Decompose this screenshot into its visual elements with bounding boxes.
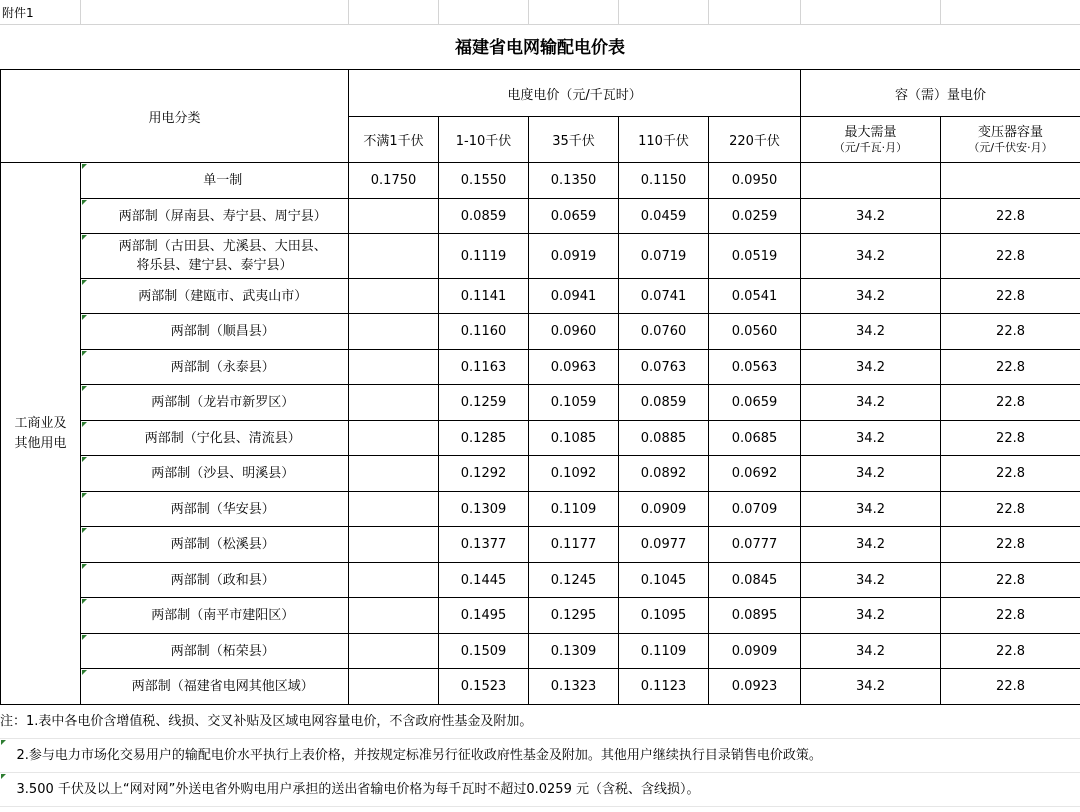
header-voltage-level: 1-10千伏 [439,117,529,163]
price-cell: 0.1285 [439,421,529,456]
price-cell: 0.0560 [709,314,801,350]
price-cell [349,527,439,563]
table-row [1,385,1080,421]
price-cell: 0.1350 [529,163,619,199]
table-row [1,563,1080,598]
demand-cell: 34.2 [801,492,941,527]
row-label: 两部制（顺昌县） [81,314,349,350]
page-title: 福建省电网输配电价表 [0,24,1080,71]
row-label: 两部制（沙县、明溪县） [81,456,349,492]
price-cell: 0.0760 [619,314,709,350]
price-cell: 0.1045 [619,563,709,598]
notes-section [0,705,1080,807]
price-cell: 0.0859 [439,199,529,234]
transformer-cell: 22.8 [941,527,1080,563]
price-cell: 0.1309 [529,634,619,669]
tariff-table [0,69,1080,705]
demand-cell: 34.2 [801,279,941,314]
price-cell: 0.1523 [439,669,529,705]
price-cell: 0.1119 [439,234,529,279]
price-cell: 0.0763 [619,350,709,385]
transformer-cell: 22.8 [941,385,1080,421]
price-cell [349,234,439,279]
price-cell [349,563,439,598]
header-voltage-level: 110千伏 [619,117,709,163]
price-cell: 0.0885 [619,421,709,456]
price-cell [349,314,439,350]
table-row [1,314,1080,350]
price-cell: 0.0719 [619,234,709,279]
price-cell: 0.0777 [709,527,801,563]
transformer-cell: 22.8 [941,634,1080,669]
header-voltage-level: 35千伏 [529,117,619,163]
note-line: 3.500 千伏及以上“网对网”外送电省外购电用户承担的送出省输电价格为每千瓦时不超过0.0259 元（含税、含线损）。 [0,773,1080,807]
price-cell [349,279,439,314]
price-cell: 0.0659 [529,199,619,234]
demand-cell: 34.2 [801,563,941,598]
price-cell: 0.1295 [529,598,619,634]
header-category: 用电分类 [1,70,349,163]
price-cell: 0.0859 [619,385,709,421]
transformer-cell [941,163,1080,199]
table-row [1,350,1080,385]
price-cell: 0.1292 [439,456,529,492]
price-cell [349,598,439,634]
price-cell: 0.1177 [529,527,619,563]
transformer-cell: 22.8 [941,598,1080,634]
max-demand-unit: （元/千瓦·月） [833,141,908,154]
demand-cell: 34.2 [801,456,941,492]
sheet-gridlines [0,0,1080,24]
transformer-cell: 22.8 [941,492,1080,527]
demand-cell: 34.2 [801,634,941,669]
price-cell: 0.1509 [439,634,529,669]
transformer-capacity-label: 变压器容量 [978,125,1044,140]
header-capacity-price: 容（需）量电价 [801,70,1080,117]
group-label: 工商业及 其他用电 [1,163,81,705]
price-cell: 0.0459 [619,199,709,234]
row-label: 两部制（屏南县、寿宁县、周宁县） [81,199,349,234]
price-cell: 0.1259 [439,385,529,421]
demand-cell: 34.2 [801,421,941,456]
price-cell [349,669,439,705]
price-cell: 0.1377 [439,527,529,563]
price-cell: 0.1123 [619,669,709,705]
transformer-cell: 22.8 [941,669,1080,705]
note-line: 注：1.表中各电价含增值税、线损、交叉补贴及区域电网容量电价，不含政府性基金及附加。 [0,705,1080,739]
price-cell: 0.1323 [529,669,619,705]
price-cell: 0.0941 [529,279,619,314]
price-cell [349,456,439,492]
price-cell: 0.0741 [619,279,709,314]
transformer-cell: 22.8 [941,279,1080,314]
price-cell: 0.1163 [439,350,529,385]
table-row [1,492,1080,527]
table-row [1,527,1080,563]
price-cell: 0.1109 [619,634,709,669]
price-cell: 0.0919 [529,234,619,279]
price-cell: 0.0692 [709,456,801,492]
row-label: 两部制（古田县、尤溪县、大田县、 将乐县、建宁县、泰宁县） [81,234,349,279]
transformer-cell: 22.8 [941,314,1080,350]
price-cell: 0.0541 [709,279,801,314]
price-cell: 0.0960 [529,314,619,350]
price-cell: 0.1141 [439,279,529,314]
price-cell [349,199,439,234]
price-cell: 0.0923 [709,669,801,705]
header-energy-price: 电度电价（元/千瓦时） [349,70,801,117]
price-cell: 0.0963 [529,350,619,385]
header-voltage-level: 220千伏 [709,117,801,163]
transformer-cell: 22.8 [941,421,1080,456]
price-cell: 0.0519 [709,234,801,279]
table-row [1,279,1080,314]
price-cell: 0.1150 [619,163,709,199]
transformer-cell: 22.8 [941,456,1080,492]
note-line: 2.参与电力市场化交易用户的输配电价水平执行上表价格，并按规定标准另行征收政府性基金及附加。其他用户继续执行目录销售电价政策。 [0,739,1080,773]
row-label: 两部制（松溪县） [81,527,349,563]
price-cell: 0.0685 [709,421,801,456]
demand-cell: 34.2 [801,527,941,563]
price-cell: 0.1445 [439,563,529,598]
price-cell: 0.1092 [529,456,619,492]
table-row [1,163,1080,199]
price-cell: 0.0563 [709,350,801,385]
price-cell: 0.0909 [619,492,709,527]
demand-cell: 34.2 [801,350,941,385]
demand-cell: 34.2 [801,199,941,234]
demand-cell: 34.2 [801,385,941,421]
price-cell: 0.0259 [709,199,801,234]
transformer-capacity-unit: （元/千伏安·月） [968,141,1053,154]
demand-cell: 34.2 [801,314,941,350]
price-cell: 0.1750 [349,163,439,199]
price-cell [349,634,439,669]
price-cell: 0.0909 [709,634,801,669]
max-demand-label: 最大需量 [844,125,897,140]
table-row [1,456,1080,492]
price-cell: 0.0895 [709,598,801,634]
price-cell [349,350,439,385]
price-cell: 0.0845 [709,563,801,598]
row-label: 两部制（龙岩市新罗区） [81,385,349,421]
header-max-demand [801,117,941,163]
demand-cell: 34.2 [801,234,941,279]
price-cell: 0.0892 [619,456,709,492]
price-cell: 0.1095 [619,598,709,634]
table-row [1,634,1080,669]
price-cell: 0.1309 [439,492,529,527]
price-cell: 0.0709 [709,492,801,527]
price-cell: 0.1109 [529,492,619,527]
table-row [1,598,1080,634]
price-cell: 0.0659 [709,385,801,421]
row-label: 单一制 [81,163,349,199]
table-row [1,199,1080,234]
demand-cell: 34.2 [801,598,941,634]
row-label: 两部制（建瓯市、武夷山市） [81,279,349,314]
price-cell: 0.1495 [439,598,529,634]
price-cell [349,492,439,527]
demand-cell [801,163,941,199]
price-cell [349,421,439,456]
table-row [1,234,1080,279]
annex-label: 附件1 [2,6,34,20]
transformer-cell: 22.8 [941,563,1080,598]
price-cell [349,385,439,421]
price-cell: 0.1085 [529,421,619,456]
transformer-cell: 22.8 [941,199,1080,234]
table-row [1,669,1080,705]
row-label: 两部制（华安县） [81,492,349,527]
price-cell: 0.0977 [619,527,709,563]
transformer-cell: 22.8 [941,234,1080,279]
header-transformer-capacity [941,117,1080,163]
price-cell: 0.0950 [709,163,801,199]
row-label: 两部制（南平市建阳区） [81,598,349,634]
price-cell: 0.1550 [439,163,529,199]
row-label: 两部制（柘荣县） [81,634,349,669]
table-row [1,421,1080,456]
row-label: 两部制（政和县） [81,563,349,598]
price-cell: 0.1245 [529,563,619,598]
row-label: 两部制（宁化县、清流县） [81,421,349,456]
price-cell: 0.1059 [529,385,619,421]
demand-cell: 34.2 [801,669,941,705]
row-label: 两部制（永泰县） [81,350,349,385]
row-label: 两部制（福建省电网其他区域） [81,669,349,705]
price-cell: 0.1160 [439,314,529,350]
header-voltage-level: 不满1千伏 [349,117,439,163]
transformer-cell: 22.8 [941,350,1080,385]
